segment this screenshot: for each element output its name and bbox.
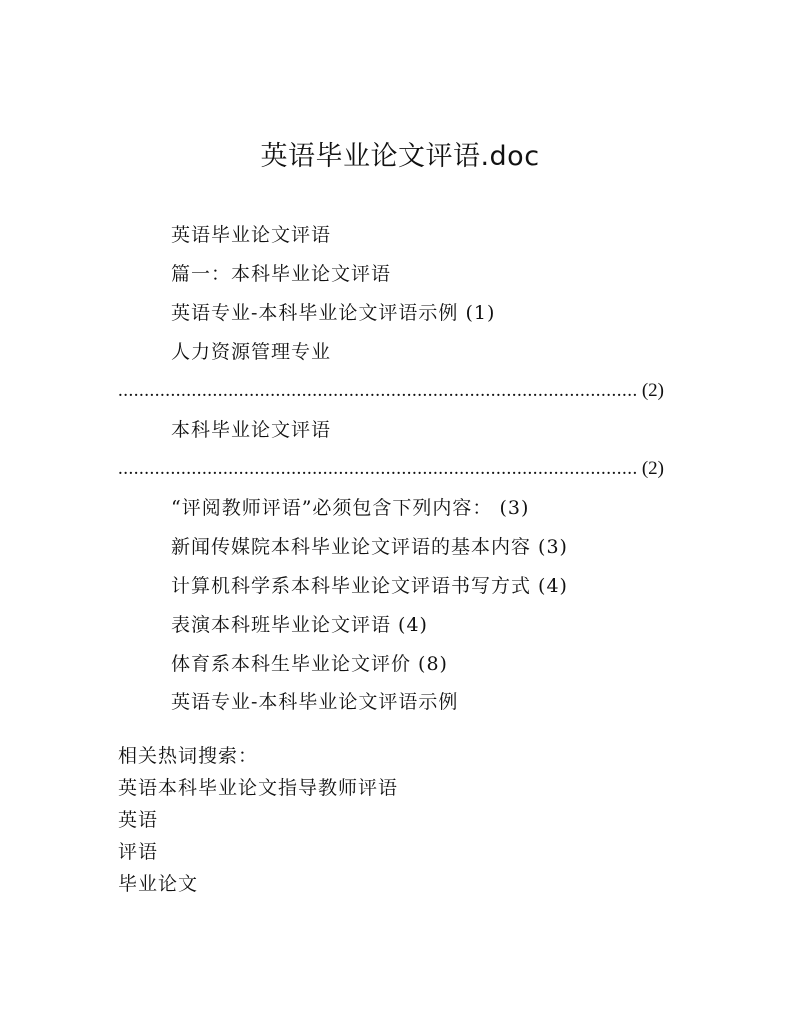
document-title: 英语毕业论文评语.doc [260,141,540,172]
toc-entry: 英语专业-本科毕业论文评语示例 [171,691,459,713]
toc-entry: 体育系本科生毕业论文评价 (8) [171,653,448,675]
toc-leader-line [118,379,664,403]
toc-page-number: (2) [641,458,664,479]
related-keyword[interactable]: 毕业论文 [118,873,199,895]
toc-page-number: (2) [641,380,664,401]
related-keyword[interactable]: 评语 [118,841,159,863]
toc-entry: 英语专业-本科毕业论文评语示例 (1) [171,302,496,324]
toc-entry: 人力资源管理专业 [171,341,332,363]
related-keyword[interactable]: 英语 [118,809,159,831]
toc-entry: 表演本科班毕业论文评语 (4) [171,614,428,636]
toc-entry: 英语毕业论文评语 [171,224,332,246]
toc-entry: 新闻传媒院本科毕业论文评语的基本内容 (3) [171,536,568,558]
toc-entry: 篇一：本科毕业论文评语 [171,263,392,285]
related-keywords-heading: 相关热词搜索： [118,745,259,767]
toc-leader-line [118,457,664,481]
related-keyword[interactable]: 英语本科毕业论文指导教师评语 [118,777,399,799]
toc-entry: 计算机科学系本科毕业论文评语书写方式 (4) [171,575,568,597]
toc-entry: “评阅教师评语”必须包含下列内容： (3) [171,497,530,519]
toc-dot-leader [118,379,639,403]
toc-entry: 本科毕业论文评语 [171,419,332,441]
toc-dot-leader [118,457,639,481]
